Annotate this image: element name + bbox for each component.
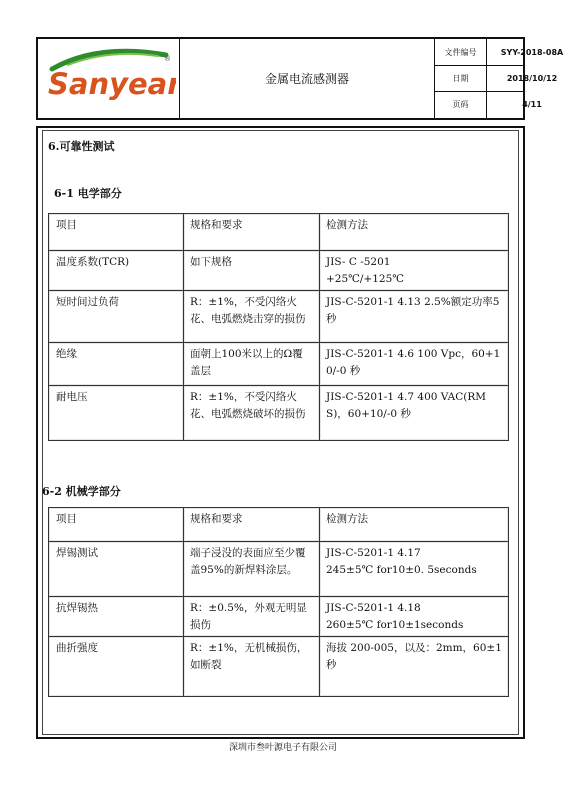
table-row	[49, 251, 509, 291]
method-cell: JIS-C-5201-1 4.13 2.5%额定功率5秒	[320, 291, 509, 343]
method-cell: JIS- C -5201 +25℃/+125℃	[320, 251, 509, 291]
header-cell: 项目	[49, 214, 184, 251]
doc-title: 金属电流感测器	[264, 72, 349, 86]
meta-label: 日期	[435, 65, 487, 91]
meta-value: 2018/10/12	[506, 73, 558, 83]
spec-cell: 面朝上100米以上的Ω覆盖层	[184, 343, 320, 386]
company-footer: 深圳市叁叶源电子有限公司	[228, 743, 337, 753]
method-cell: 海拔 200-005，以及：2mm，60±1秒	[320, 637, 509, 697]
spec-cell: R：±1%，无机械损伤，如断裂	[184, 637, 320, 697]
item-cell: 绝缘	[49, 343, 184, 386]
item-cell: 焊锡测试	[49, 542, 184, 597]
header-cell: 检测方法	[320, 214, 509, 251]
item-cell: 曲折强度	[49, 637, 184, 697]
meta-block	[435, 39, 564, 118]
meta-value: SYY-2018-08A	[500, 47, 564, 57]
document-header	[36, 37, 564, 120]
spec-cell: R：±1%，不受闪络火花、电弧燃烧破坏的损伤	[184, 386, 320, 441]
sanyear-logo	[38, 39, 176, 116]
method-cell: JIS-C-5201-1 4.6 100 Vpc，60+10/-0 秒	[320, 343, 509, 386]
header-cell: 规格和要求	[184, 214, 320, 251]
meta-row-page	[435, 91, 542, 118]
table-row	[49, 597, 509, 637]
doc-title-cell	[180, 39, 435, 118]
logo-cell	[38, 39, 180, 118]
meta-label: 页码	[435, 91, 487, 118]
meta-label: 文件编号	[435, 39, 487, 65]
method-cell: JIS-C-5201-1 4.7 400 VAC(RMS)，60+10/-0 秒	[320, 386, 509, 441]
method-cell: JIS-C-5201-1 4.18 260±5℃ for10±1seconds	[320, 597, 509, 637]
svg-text:®: ®	[164, 55, 171, 63]
header-cell: 项目	[49, 508, 184, 542]
item-cell: 短时间过负荷	[49, 291, 184, 343]
table-row	[49, 291, 509, 343]
electrical-table	[48, 213, 509, 441]
spec-cell: 如下规格	[184, 251, 320, 291]
table-row	[49, 343, 509, 386]
header-cell: 规格和要求	[184, 508, 320, 542]
table-header-row	[49, 214, 509, 251]
logo-text: Sanyear	[48, 67, 176, 101]
table-row	[49, 637, 509, 697]
subsection-title-electrical: 6-1 电学部分	[54, 187, 122, 200]
spec-cell: R：±1%，不受闪络火花、电弧燃烧击穿的损伤	[184, 291, 320, 343]
meta-row-doc-no	[435, 39, 564, 66]
section-title: 6.可靠性测试	[48, 140, 115, 153]
table-row	[49, 386, 509, 441]
header-cell: 检测方法	[320, 508, 509, 542]
table-row	[49, 542, 509, 597]
spec-cell: R：±0.5%，外观无明显损伤	[184, 597, 320, 637]
item-cell: 抗焊锡热	[49, 597, 184, 637]
method-cell: JIS-C-5201-1 4.17 245±5℃ for10±0. 5seconds	[320, 542, 509, 597]
table-header-row	[49, 508, 509, 542]
item-cell: 耐电压	[49, 386, 184, 441]
meta-value: 4/11	[522, 100, 542, 109]
subsection-title-mechanical: 6-2 机械学部分	[42, 485, 121, 498]
spec-cell: 端子浸没的表面应至少覆盖95%的新焊料涂层。	[184, 542, 320, 597]
item-cell: 温度系数(TCR)	[49, 251, 184, 291]
mechanical-table	[48, 507, 509, 697]
meta-row-date	[435, 65, 558, 92]
